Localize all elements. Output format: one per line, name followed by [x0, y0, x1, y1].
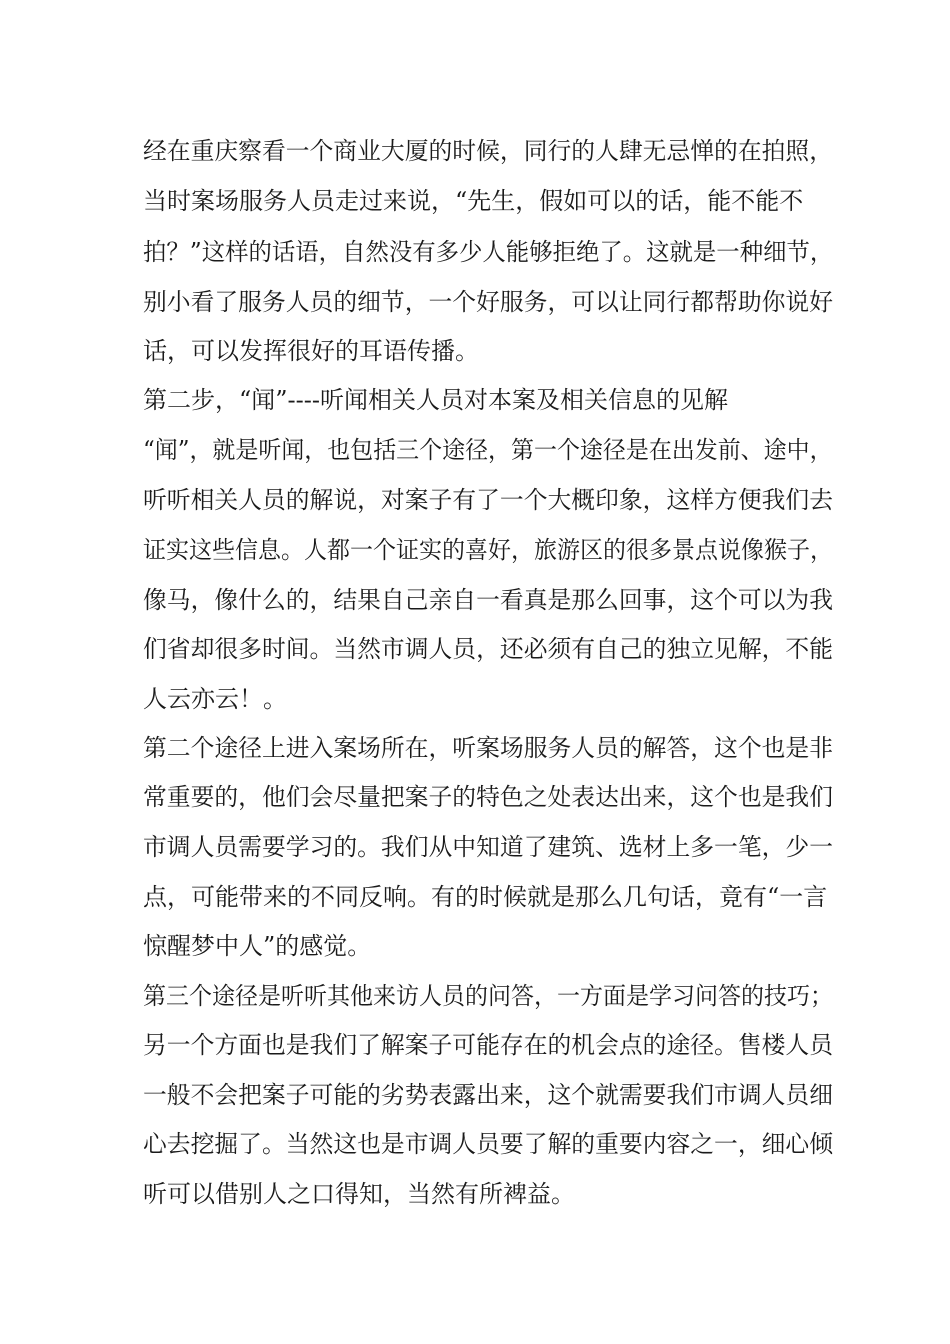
text-line: 听听相关人员的解说，对案子有了一个大概印象，这样方便我们去: [143, 486, 833, 514]
text-line: 惊醒梦中人”的感觉。: [143, 932, 372, 960]
text-line: 点，可能带来的不同反响。有的时候就是那么几句话，竟有“一言: [143, 883, 828, 911]
text-line: “闻”，就是听闻，也包括三个途径，第一个途径是在出发前、途中，: [143, 436, 833, 464]
text-line: 听可以借别人之口得知，当然有所裨益。: [143, 1180, 575, 1208]
text-line: 证实这些信息。人都一个证实的喜好，旅游区的很多景点说像猴子，: [143, 536, 833, 564]
section-heading: 第二步，“闻”----听闻相关人员对本案及相关信息的见解: [143, 386, 728, 414]
text-line: 第二个途径上进入案场所在，听案场服务人员的解答，这个也是非: [143, 734, 833, 762]
text-line: 第三个途径是听听其他来访人员的问答，一方面是学习问答的技巧；: [143, 982, 833, 1010]
text-line: 一般不会把案子可能的劣势表露出来，这个就需要我们市调人员细: [143, 1081, 833, 1109]
text-line: 人云亦云！。: [143, 685, 287, 713]
text-line: 当时案场服务人员走过来说，“先生，假如可以的话，能不能不: [143, 187, 804, 215]
text-line: 心去挖掘了。当然这也是市调人员要了解的重要内容之一，细心倾: [143, 1130, 833, 1158]
text-line: 经在重庆察看一个商业大厦的时候，同行的人肆无忌惮的在拍照，: [143, 137, 833, 165]
text-line: 拍？”这样的话语，自然没有多少人能够拒绝了。这就是一种细节，: [143, 238, 834, 266]
text-line: 们省却很多时间。当然市调人员，还必须有自己的独立见解，不能: [143, 635, 833, 663]
text-line: 常重要的，他们会尽量把案子的特色之处表达出来，这个也是我们: [143, 783, 833, 811]
text-line: 像马，像什么的，结果自己亲自一看真是那么回事，这个可以为我: [143, 586, 833, 614]
text-line: 别小看了服务人员的细节，一个好服务，可以让同行都帮助你说好: [143, 288, 833, 316]
text-line: 话，可以发挥很好的耳语传播。: [143, 337, 479, 365]
text-line: 另一个方面也是我们了解案子可能存在的机会点的途径。售楼人员: [143, 1031, 833, 1059]
text-line: 市调人员需要学习的。我们从中知道了建筑、选材上多一笔，少一: [143, 833, 833, 861]
